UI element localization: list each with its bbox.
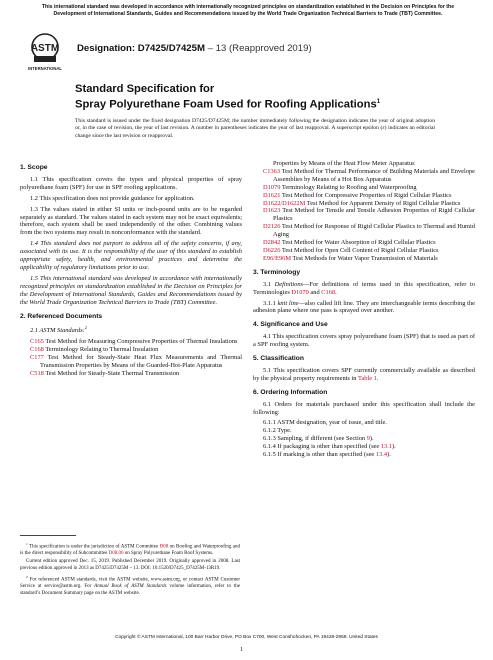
section-referenced-docs-heading: 2. Referenced Documents xyxy=(20,312,103,320)
footnote-divider xyxy=(20,535,76,536)
ref-text: Test Method for Steady-State Heat Flux Measurements and Thermal Transmission Properties by Means of the Guarded-Hot-Plate Apparatus xyxy=(40,354,242,370)
ref-link[interactable]: C1363 xyxy=(263,167,281,175)
para-5-1-text: 5.1 This specification covers SPF currently commercially available as described by the physical property requirements in xyxy=(253,366,475,382)
para-6-1-2: 6.1.2 Type. xyxy=(263,427,292,435)
para-6-1-1: 6.1.1 ASTM designation, year of issue, and title. xyxy=(263,419,387,427)
para-1-2: 1.2 This specification does not provide guidance for application. xyxy=(30,194,195,202)
footnote-1-edition: Current edition approved Dec. 15, 2019. Published December 2019. Originally approved in 2008. Last previous edition approved in 2013 as D7425/D7425M – 13. DOI: 10.1520/D7425_D7425M-13R19. xyxy=(20,559,240,571)
para-3-1-and: and xyxy=(308,288,322,296)
link-13-4[interactable]: 13.4 xyxy=(375,451,388,459)
ref-item xyxy=(30,338,242,346)
ref-item xyxy=(30,370,242,378)
footnotes xyxy=(20,541,240,599)
para-6-1-3-text: 6.1.3 Sampling, if different (see Section xyxy=(263,435,367,443)
footnote-2-text: For referenced ASTM standards, visit the ASTM website, xyxy=(29,577,151,583)
ref-item xyxy=(263,207,475,223)
footnote-1-text: This specification is under the jurisdiction of ASTM Committee xyxy=(29,544,160,550)
ref-text: Test Method for Water Absorption of Rigid Cellular Plastics xyxy=(280,239,436,247)
ref-link[interactable]: C165 xyxy=(30,338,44,346)
ref-text: Test Method for Tensile and Tensile Adhesion Properties of Rigid Cellular Plastics xyxy=(273,207,475,223)
ref-item xyxy=(263,255,475,263)
logo-text: INTERNATIONAL xyxy=(28,66,62,71)
footnote-2-text-3: volume information, refer to the standard’s Document Summary page on the ASTM website. xyxy=(20,584,240,596)
para-6-1-4 xyxy=(253,443,475,451)
ref-item xyxy=(30,346,242,354)
ref-text: Test Method for Apparent Density of Rigid Cellular Plastics xyxy=(305,199,461,207)
ref-link[interactable]: C177 xyxy=(30,354,44,362)
para-4-1: 4.1 This specification covers spray polyurethane foam (SPF) that is used as part of a SPF roofing system. xyxy=(253,333,475,349)
para-6-1-5-text: 6.1.5 If marking is other than specified (see xyxy=(263,451,376,459)
para-3-1-1-num: 3.1.1 xyxy=(263,299,278,307)
ref-text: Test Method for Measuring Compressive Properties of Thermal Insulations xyxy=(43,338,238,346)
section-classification-heading: 5. Classification xyxy=(253,355,304,363)
right-column xyxy=(253,160,475,459)
para-6-1-4-text: 6.1.4 If packaging is other than specified (see xyxy=(263,443,381,451)
ref-link[interactable]: C518 xyxy=(30,370,44,378)
ref-text: Test Method for Response of Rigid Cellular Plastics to Thermal and Humid Aging xyxy=(273,223,475,239)
standard-note: This standard is issued under the fixed designation D7425/D7425M; the number immediately following the designation indicates the year of original adoption or, in the case of revision, the year of last revision. A number in parentheses indicates the year of last reapproval. A superscript epsilon (ε) indicates an editorial change since the last revision or reapproval. xyxy=(75,118,435,139)
footnote-2-text-2: , or contact ASTM Customer Service at service@astm.org. For xyxy=(20,577,240,590)
ref-item xyxy=(263,239,475,247)
link-d08[interactable]: D08 xyxy=(159,544,169,550)
footnote-1-text-3: on Spray Polyurethane Foam Roof Systems. xyxy=(123,551,214,557)
section-significance-heading: 4. Significance and Use xyxy=(253,321,328,329)
ref-text: Test Method for Thermal Performance of Building Materials and Envelope Assemblies by Means of a Hot Box Apparatus xyxy=(273,167,475,183)
ref-link[interactable]: D1079 xyxy=(263,183,281,191)
wto-notice: This international standard was developed in accordance with internationally recognized principles on standardization established in the Decision on Principles for the Development of International Standards, Guides and Recommendations issued by the World Trade Organization Technical Barriers to Trade (TBT) Committee. xyxy=(41,4,455,17)
footnote-2-book: Annual Book of ASTM Standards xyxy=(94,584,167,590)
astm-website-link[interactable]: www.astm.org xyxy=(150,577,180,583)
designation-suffix: – 13 (Reapproved 2019) xyxy=(204,43,312,54)
title-line-1: Standard Specification for xyxy=(75,83,215,95)
ref-item xyxy=(263,200,475,208)
ref-link[interactable]: D1622/D1622M xyxy=(263,199,306,207)
footnote-1: $^1$ This specification is under the jurisdiction of ASTM Committee D08 on Roofing and Waterproofing and is the direct responsibility of Subcommittee D08.06 on Spray Polyurethane Foam Roof Systems. xyxy=(20,542,240,557)
ref-link[interactable]: E96/E96M xyxy=(263,254,292,262)
document-title xyxy=(75,83,380,113)
title-line-2: Spray Polyurethane Foam Used for Roofing Applications xyxy=(75,99,377,112)
ref-continuation: Properties by Means of the Heat Flow Meter Apparatus xyxy=(273,160,415,167)
ref-item xyxy=(263,192,475,200)
ref-text: Test Methods for Water Vapor Transmission of Materials xyxy=(291,254,438,262)
svg-text:ASTM: ASTM xyxy=(30,43,60,54)
astm-logo xyxy=(28,32,62,72)
para-6-1-3-end: ). xyxy=(369,435,374,443)
link-section-9[interactable]: 9 xyxy=(366,435,370,443)
link-d1079[interactable]: D1079 xyxy=(291,288,309,296)
ref-link[interactable]: D1621 xyxy=(263,191,281,199)
ref-text: Test Method for Open Cell Content of Rigid Cellular Plastics xyxy=(280,246,439,254)
para-2-1-mark: 2 xyxy=(84,325,87,331)
ref-item xyxy=(263,247,475,255)
ref-text: Test Method for Steady-State Thermal Transmission xyxy=(43,370,180,378)
para-3-1-1-text: —also called lift line. They are interchangeable terms describing the adhesion plane where one pass is sprayed over another. xyxy=(253,299,475,315)
section-ordering-heading: 6. Ordering Information xyxy=(253,388,328,396)
ref-link[interactable]: D2842 xyxy=(263,239,281,247)
para-3-1-end: . xyxy=(335,288,337,296)
link-c168[interactable]: C168 xyxy=(321,288,336,296)
para-3-1 xyxy=(253,281,475,297)
section-terminology-heading: 3. Terminology xyxy=(253,268,301,276)
ref-item xyxy=(263,168,475,184)
footnote-2: $^2$ For referenced ASTM standards, visit the ASTM website, www.astm.org, or contact ASTM Customer Service at service@astm.org. For Annual Book of ASTM Standards volume information, refer to the standard’s Document Summary page on the ASTM website. xyxy=(20,575,240,596)
para-2-1: 2.1 ASTM Standards: xyxy=(30,327,85,335)
footnote-1-text-2: on Roofing and Waterproofing and is the direct responsibility of Subcommittee xyxy=(20,544,240,557)
ref-text: Terminology Relating to Thermal Insulation xyxy=(43,346,159,354)
para-3-1-term: Definitions xyxy=(274,280,304,288)
ref-link[interactable]: C168 xyxy=(30,346,44,354)
para-3-1-1-term: knit line xyxy=(277,299,299,307)
link-d08-06[interactable]: D08.06 xyxy=(108,551,124,557)
para-1-3: 1.3 The values stated in either SI units or inch-pound units are to be regarded separately as standard. The values stated in each system may not be exact equivalents; therefore, each system shall be used independently of the other. Combining values from the two systems may result in nonconformance with the standard. xyxy=(20,205,242,237)
designation-label: Designation: D7425/D7425M xyxy=(77,43,205,54)
ref-item xyxy=(30,354,242,370)
link-13-1[interactable]: 13.1 xyxy=(380,443,393,451)
ref-text: Test Method for Compressive Properties of Rigid Cellular Plastics xyxy=(280,191,452,199)
link-table-1[interactable]: Table 1 xyxy=(357,374,377,382)
copyright-line: Copyright © ASTM International, 100 Barr Harbor Drive, PO Box C700, West Conshohocken, PA 19428-2959. United States xyxy=(115,635,378,640)
ref-link[interactable]: D1623 xyxy=(263,207,281,215)
para-3-1-text: —For definitions of terms used in this specification, refer to Terminologies xyxy=(253,280,475,296)
left-column xyxy=(20,158,242,378)
para-6-1-4-end: ). xyxy=(392,443,396,451)
para-6-1-5-end: ). xyxy=(387,451,391,459)
para-1-4: 1.4 This standard does not purport to address all of the safety concerns, if any, associated with its use. It is the responsibility of the user of this standard to establish appropriate safety, health, and environmental practices and determine the applicability of regulatory limitations prior to use. xyxy=(20,240,242,271)
ref-link[interactable]: D6226 xyxy=(263,246,281,254)
designation xyxy=(77,43,312,54)
ref-item xyxy=(263,223,475,239)
para-3-1-1 xyxy=(253,300,475,316)
para-5-1-end: . xyxy=(376,374,379,382)
ref-link[interactable]: D2126 xyxy=(263,223,281,231)
title-footnote-mark: 1 xyxy=(376,99,381,106)
para-3-1-num: 3.1 xyxy=(263,280,275,288)
para-5-1 xyxy=(253,367,475,383)
para-6-1-3 xyxy=(253,435,475,443)
para-1-5: 1.5 This international standard was developed in accordance with internationally recognized principles on standardization established in the Decision on Principles for the Development of International Standards, Guides and Recommendations issued by the World Trade Organization Technical Barriers to Trade (TBT) Committee. xyxy=(20,274,242,306)
page-number: 1 xyxy=(240,646,244,653)
section-scope-heading: 1. Scope xyxy=(20,164,48,171)
para-6-1-5 xyxy=(253,451,475,459)
para-1-1: 1.1 This specification covers the types and physical properties of spray polyurethane foam (SPF) for use in SPF roofing applications. xyxy=(20,175,242,191)
para-6-1: 6.1 Orders for materials purchased under this specification shall include the following: xyxy=(253,400,475,416)
ref-text: Terminology Relating to Roofing and Waterproofing xyxy=(280,183,417,191)
ref-item xyxy=(263,184,475,192)
